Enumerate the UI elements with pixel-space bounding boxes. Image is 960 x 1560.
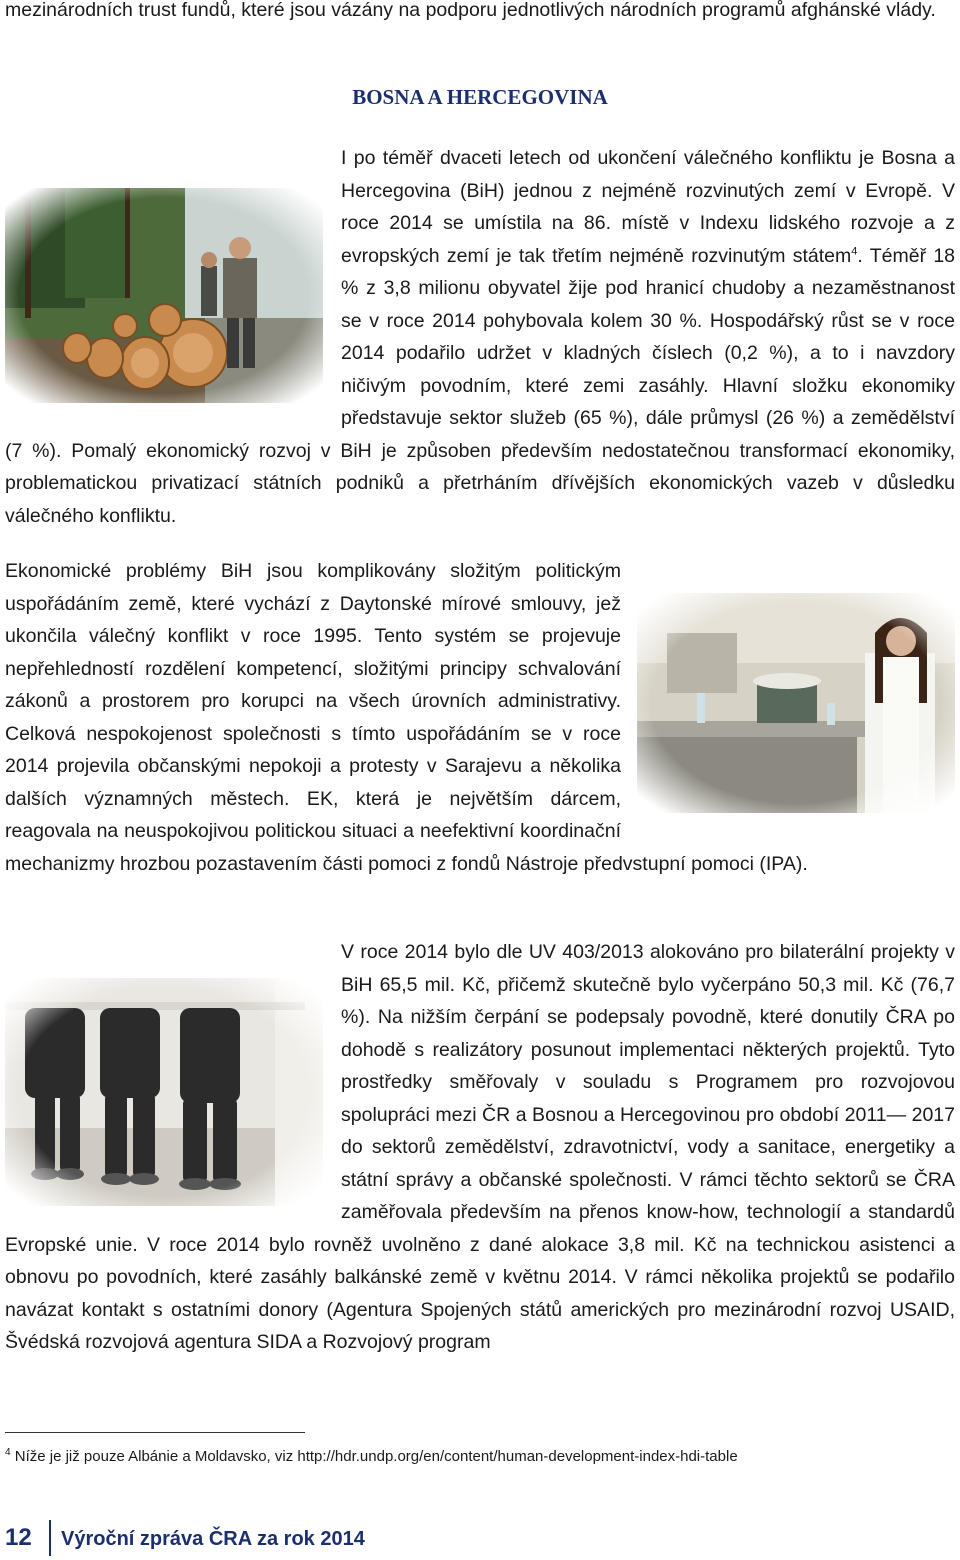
section-1-text-a: I po téměř dvaceti letech od ukončení válečného konfliktu je Bosna a Hercegovina (BiH) jednou z nejméně rozvinutých zemí v Evropě. V roce 2014 se umístila na 86. místě v Indexu lidského rozvoje a z evropských zemí je tak třetím nejméně rozvinutým státem bbox=[341, 147, 955, 267]
footer-title: Výroční zpráva ČRA za rok 2014 bbox=[61, 1528, 365, 1550]
laboratory-photo bbox=[637, 593, 955, 813]
section-2-paragraph bbox=[5, 555, 955, 880]
page-footer bbox=[5, 1520, 955, 1560]
page-number: 12 bbox=[5, 1524, 32, 1551]
section-3-text: V roce 2014 bylo dle UV 403/2013 alokováno pro bilaterální projekty v BiH 65,5 mil. Kč, přičemž skutečně bylo vyčerpáno 50,3 mil. Kč (76,7 %). Na nižším čerpání se podepsaly povodně, které donutily ČRA po dohodě s realizátory posunout implementaci některých projektů. Tyto prostředky směřovaly v souladu s Programem pro rozvojovou spolupráci mezi ČR a Bosnou a Hercegovinou pro období 2011— 2017 do sektorů zemědělství, zdravotnictví, vody a sanitace, energetiky a státní správy a občanské společnosti. V rámci těchto sektorů se ČRA zaměřovala především na přenos know-how, technologií a standardů Evropské unie. V roce 2014 bylo rovněž uvolněno z dané alokace 3,8 mil. Kč na technickou asistenci a obnovu po povodních, které zasáhly balkánské země v květnu 2014. V rámci několika projektů se podařilo navázat kontakt s ostatními donory (Agentura Spojených států amerických pro mezinárodní rozvoj USAID, Švédská rozvojová agentura SIDA a Rozvojový program bbox=[5, 941, 955, 1353]
footnote-reference: 4 bbox=[851, 245, 858, 257]
section-1-text-b: . Téměř 18 % z 3,8 milionu obyvatel žije pod hranicí chudoby a nezaměstnanost se v roce 2014 pohybovala kolem 30 %. Hospodářský růst se v roce 2014 podařilo udržet v kladných číslech (0,2 %), a to i navzdory ničivým povodním, které zemi zasáhly. Hlavní složku ekonomiky představuje sektor služeb (65 %), dále průmysl (26 %) a zemědělství (7 %). Pomalý ekonomický rozvoj v BiH je způsoben především nedostatečnou transformací ekonomiky, problematickou privatizací státních podniků a přetrháním dřívějších ekonomických vazeb v důsledku válečného konfliktu. bbox=[5, 244, 956, 527]
section-3-paragraph bbox=[5, 936, 955, 1359]
section-2-text: Ekonomické problémy BiH jsou komplikovány složitým politickým uspořádáním země, které vychází z Daytonské mírové smlouvy, jež ukončila válečný konflikt v roce 1995. Tento systém se projevuje nepřehledností rozdělení kompetencí, složitými principy schvalování zákonů a prostorem pro korupci na všech úrovních administrativy. Celková nespokojenost společnosti s tímto uspořádáním se v roce 2014 projevila občanskými nepokoji a protesty v Sarajevu a několika dalších významných městech. EK, která je největším dárcem, reagovala na neuspokojivou politickou situaci a neefektivní koordinační mechanizmy hrozbou pozastavením části pomoci z fondů Nástroje předvstupní pomoci (IPA). bbox=[5, 560, 808, 875]
footnote bbox=[5, 1443, 955, 1467]
waders-photo bbox=[5, 978, 323, 1206]
footnote-number: 4 bbox=[5, 1447, 11, 1458]
footnote-text: Níže je již pouze Albánie a Moldavsko, viz http://hdr.undp.org/en/content/human-development-index-hdi-table bbox=[10, 1448, 738, 1465]
section-1-paragraph bbox=[5, 142, 955, 532]
section-heading: BOSNA A HERCEGOVINA bbox=[352, 85, 608, 109]
intro-paragraph: mezinárodních trust fundů, které jsou vázány na podporu jednotlivých národních programů afghánské vlády. bbox=[5, 0, 936, 21]
footer-divider bbox=[49, 1520, 51, 1556]
footnote-divider bbox=[5, 1432, 305, 1433]
logs-forest-photo bbox=[5, 188, 323, 403]
